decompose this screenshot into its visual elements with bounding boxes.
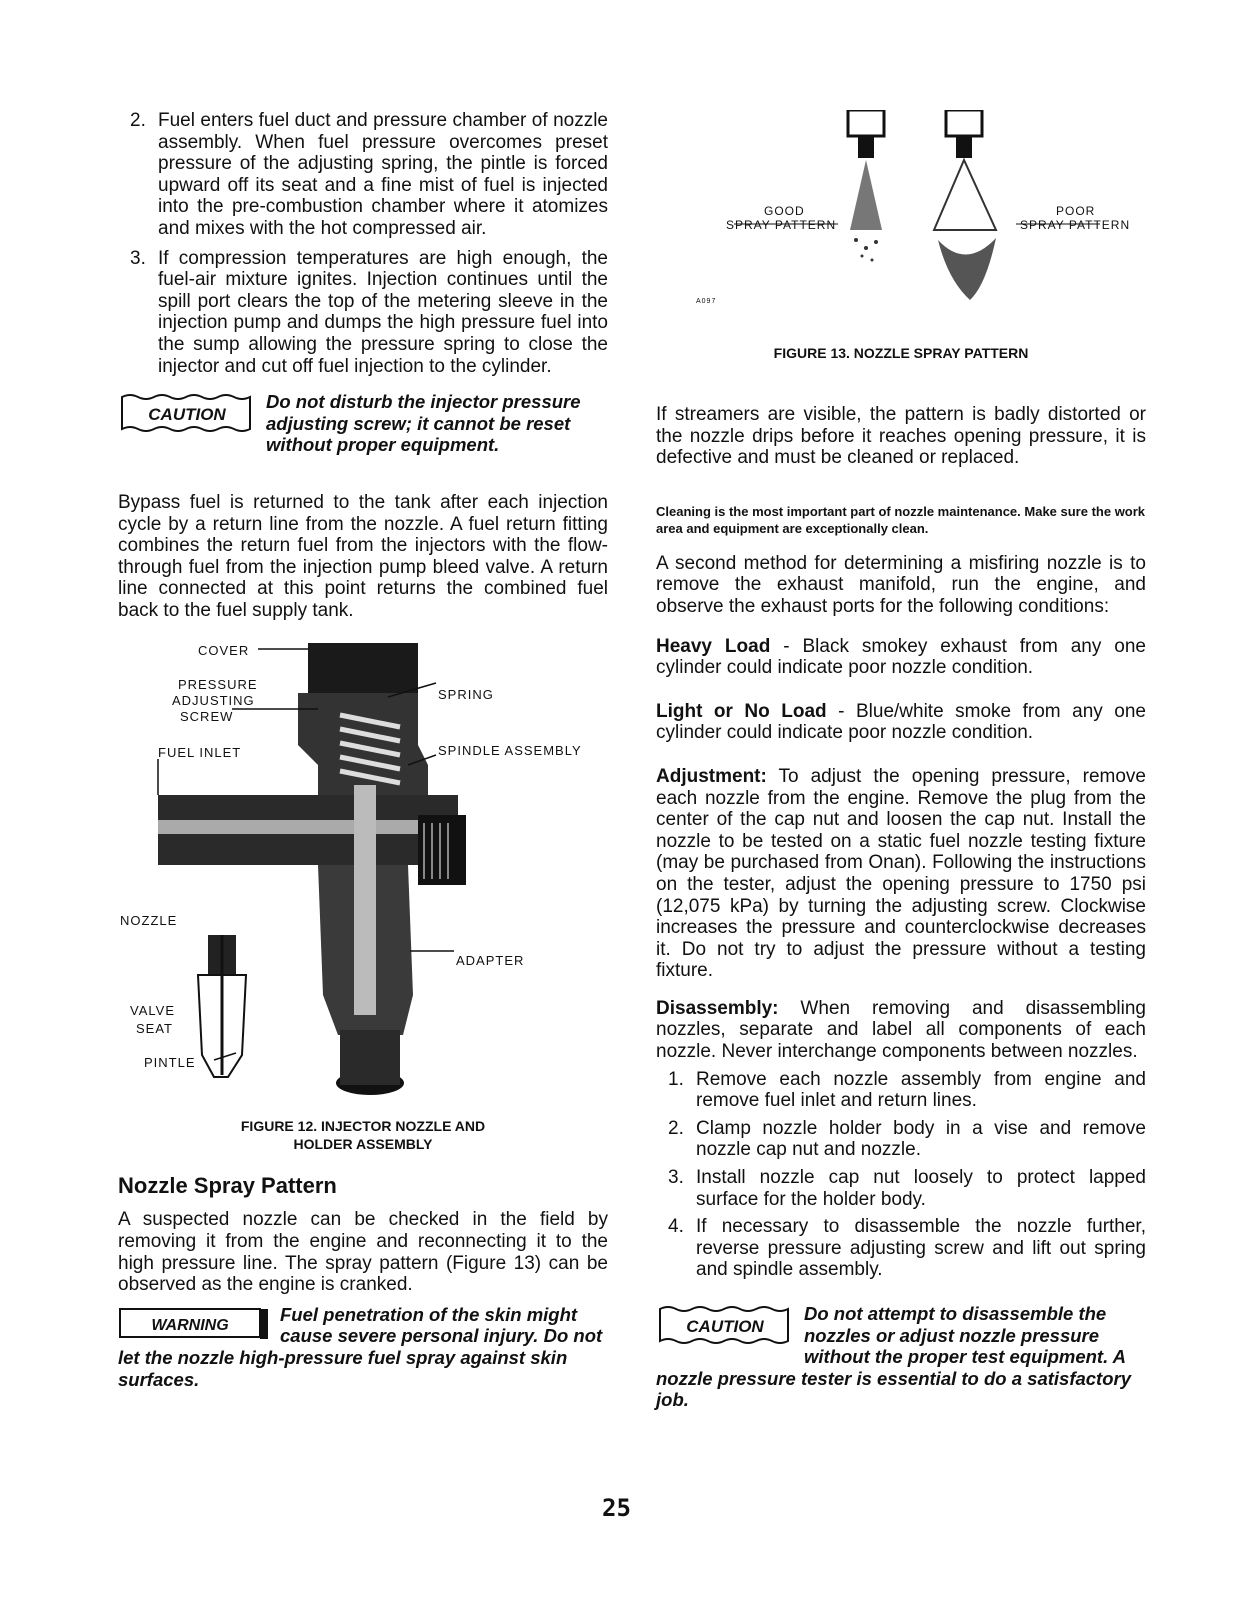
right-column (656, 110, 1146, 1411)
label-poor: POOR (1056, 204, 1096, 218)
label-pressure-3: SCREW (180, 709, 234, 725)
list-item: 3. If compression temperatures are high enough, the fuel-air mixture ignites. Injection continues until the spill port clears the top of the metering sleeve in the injection pump and dumps the high pressure fuel into the sump allowing the pressure spring to close the injector and cut off fuel injection to the cylinder. (130, 247, 608, 377)
bypass-paragraph: Bypass fuel is returned to the tank after each injection cycle by a return line from the nozzle. A fuel return fitting combines the return fuel from the injectors with the flow-through fuel from the injection pump bleed valve. A return line connected at this point returns the combined fuel back to the fuel supply tank. (118, 491, 608, 621)
svg-text:CAUTION: CAUTION (148, 405, 226, 425)
warning-badge (118, 1306, 270, 1342)
list-item: 3. Install nozzle cap nut loosely to protect lapped surface for the holder body. (668, 1167, 1146, 1210)
caution-badge (656, 1305, 794, 1345)
label-spring: SPRING (438, 687, 494, 703)
left-column (118, 110, 608, 1390)
label-nozzle: NOZZLE (120, 913, 178, 929)
figure-13 (686, 110, 1146, 320)
caution-badge (118, 393, 256, 433)
figure-13-caption: FIGURE 13. NOZZLE SPRAY PATTERN (773, 345, 1029, 361)
svg-text:CAUTION: CAUTION (686, 1317, 764, 1336)
list-item: 4. If necessary to disassemble the nozzle further, reverse pressure adjusting screw and lift out spring and spindle assembly. (668, 1216, 1146, 1281)
caution-text: Do not attempt to disassemble the nozzles or adjust nozzle pressure without the proper test equipment. A nozzle pressure tester is essential to do a satisfactory job. (656, 1303, 1132, 1411)
label-spindle: SPINDLE ASSEMBLY (438, 743, 582, 759)
warning-text: Fuel penetration of the skin might cause severe personal injury. Do not let the nozzle high-pressure fuel spray against skin surfaces. (118, 1303, 603, 1390)
figure-12-caption: FIGURE 12. INJECTOR NOZZLE AND HOLDER ASSEMBLY (240, 1118, 486, 1153)
disassembly-paragraph: Disassembly: When removing and disassembling nozzles, separate and label all components of each nozzle. Never interchange components between nozzles. (656, 997, 1146, 1063)
label-pressure-1: PRESSURE (178, 677, 258, 693)
list-item: 2. Clamp nozzle holder body in a vise and remove nozzle cap nut and nozzle. (668, 1117, 1146, 1161)
figure-12 (118, 635, 608, 1105)
label-adapter: ADAPTER (456, 953, 525, 969)
process-steps (118, 110, 608, 377)
label-pintle: PINTLE (144, 1055, 196, 1071)
list-item: 1. Remove each nozzle assembly from engine and remove fuel inlet and return lines. (668, 1068, 1146, 1112)
spray-paragraph: A suspected nozzle can be checked in the field by removing it from the engine and reconnecting it to the high pressure line. The spray pattern (Figure 13) can be observed as the engine is cranked. (118, 1209, 608, 1296)
caution-notice-2 (656, 1303, 1146, 1411)
heavy-load-paragraph: Heavy Load - Black smokey exhaust from any one cylinder could indicate poor nozzle condition. (656, 635, 1146, 679)
warning-notice (118, 1304, 608, 1390)
label-cover: COVER (198, 643, 250, 659)
label-good: GOOD (764, 204, 805, 218)
light-load-paragraph: Light or No Load - Blue/white smoke from any one cylinder could indicate poor nozzle condition. (656, 700, 1146, 744)
streamers-paragraph: If streamers are visible, the pattern is badly distorted or the nozzle drips before it reaches opening pressure, it is defective and must be cleaned or replaced. (656, 404, 1146, 469)
caution-notice (118, 391, 608, 456)
spray-pattern-diagram (686, 110, 1116, 320)
cleaning-note: Cleaning is the most important part of nozzle maintenance. Make sure the work area and equipment are exceptionally clean. (656, 503, 1146, 536)
label-fuel-inlet: FUEL INLET (158, 745, 242, 761)
label-good-pattern: SPRAY PATTERN (726, 218, 837, 232)
label-seat: SEAT (136, 1021, 173, 1037)
label-poor-pattern: SPRAY PATTERN (1020, 218, 1131, 232)
disassembly-steps (656, 1069, 1146, 1281)
second-method-paragraph: A second method for determining a misfiring nozzle is to remove the exhaust manifold, run the engine, and observe the exhaust ports for the following conditions: (656, 552, 1146, 617)
label-valve: VALVE (130, 1003, 175, 1019)
caution-text: Do not disturb the injector pressure adjusting screw; it cannot be reset without proper equipment. (266, 391, 581, 456)
step-text: Fuel enters fuel duct and pressure chamber of nozzle assembly. When fuel pressure overcomes preset pressure of the adjusting spring, the pintle is forced upward off its seat and a fine mist of fuel is injected into the pre-combustion chamber where it atomizes and mixes with the hot compressed air. (158, 110, 608, 239)
step-text: If compression temperatures are high enough, the fuel-air mixture ignites. Injection continues until the spill port clears the top of the metering sleeve in the injection pump and dumps the high pressure fuel into the sump allowing the pressure spring to close the injector and cut off fuel injection to the cylinder. (158, 247, 608, 377)
section-heading: Nozzle Spray Pattern (118, 1173, 337, 1199)
label-pressure-2: ADJUSTING (172, 693, 255, 709)
svg-text:WARNING: WARNING (151, 1316, 229, 1334)
figure-code: A097 (696, 298, 717, 305)
page-number: 25 (602, 1494, 631, 1522)
list-item: 2. Fuel enters fuel duct and pressure chamber of nozzle assembly. When fuel pressure overcomes preset pressure of the adjusting spring, the pintle is forced upward off its seat and a fine mist of fuel is injected into the pre-combustion chamber where it atomizes and mixes with the hot compressed air. (130, 110, 608, 239)
adjustment-paragraph: Adjustment: To adjust the opening pressure, remove each nozzle from the engine. Remove the plug from the center of the cap nut and loosen the cap nut. Install the nozzle to be tested on a static fuel nozzle testing fixture (may be purchased from Onan). Following the instructions on the tester, adjust the opening pressure to 1750 psi (12,075 kPa) by turning the adjusting screw. Clockwise increases the pressure and counterclockwise decreases it. Do not try to adjust the pressure without a testing fixture. (656, 765, 1146, 982)
